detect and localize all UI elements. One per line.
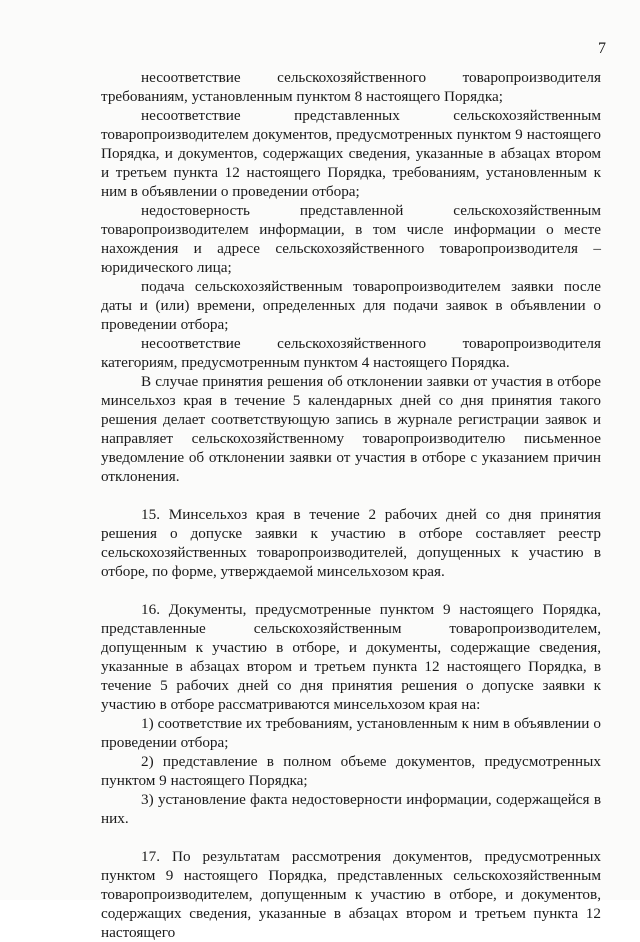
document-body [101, 68, 601, 942]
page-number: 7 [598, 40, 606, 57]
paragraph-rejection-notice: В случае принятия решения об отклонении заявки от участия в отборе минсельхоз края в течение 5 календарных дней со дня принятия такого решения делает соответствующую запись в журнале регистрации заявок и направляет сельскохозяйственному товаропроизводителю письменное уведомление об отклонении заявки от участия в отборе с указанием причин отклонения. [101, 373, 601, 485]
paragraph-information-unreliability: недостоверность представленной сельскохозяйственным товаропроизводителем информации, в том числе информации о месте нахождения и адресе сельскохозяйственного товаропроизводителя – юридического лица; [101, 202, 601, 276]
paragraph-late-submission: подача сельскохозяйственным товаропроизводителем заявки после даты и (или) времени, определенных для подачи заявок в объявлении о проведении отбора; [101, 278, 601, 333]
paragraph-clause-16-item-1: 1) соответствие их требованиям, установленным к ним в объявлении о проведении отбора; [101, 715, 601, 751]
paragraph-category-mismatch: несоответствие сельскохозяйственного товаропроизводителя категориям, предусмотренным пунктом 4 настоящего Порядка. [101, 335, 601, 371]
paragraph-clause-16-item-2: 2) представление в полном объеме документов, предусмотренных пунктом 9 настоящего Порядка; [101, 753, 601, 789]
paragraph-clause-16: 16. Документы, предусмотренные пунктом 9 настоящего Порядка, представленные сельскохозяйственным товаропроизводителем, допущенным к участию в отборе, и документы, содержащие сведения, указанные в абзацах втором и третьем пункта 12 настоящего Порядка, в течение 5 рабочих дней со дня принятия решения о допуске заявки к участию в отборе рассматриваются минсельхозом края на: [101, 601, 601, 713]
paragraph-clause-15: 15. Минсельхоз края в течение 2 рабочих дней со дня принятия решения о допуске заявки к участию в отборе составляет реестр сельскохозяйственных товаропроизводителей, допущенных к участию в отборе, по форме, утверждаемой минсельхозом края. [101, 506, 601, 580]
paragraph-clause-16-item-3: 3) установление факта недостоверности информации, содержащейся в них. [101, 791, 601, 827]
paragraph-clause-17: 17. По результатам рассмотрения документов, предусмотренных пунктом 9 настоящего Порядка, представленных сельскохозяйственным товаропроизводителем, допущенным к участию в отборе, и документов, содержащих сведения, указанные в абзацах втором и третьем пункта 12 настоящего [101, 848, 601, 941]
paragraph-documents-mismatch: несоответствие представленных сельскохозяйственным товаропроизводителем документов, предусмотренных пунктом 9 настоящего Порядка, и документов, содержащих сведения, указанные в абзацах втором и третьем пункта 12 настоящего Порядка, требованиям, установленным к ним в объявлении о проведении отбора; [101, 107, 601, 200]
paragraph-requirements-mismatch: несоответствие сельскохозяйственного товаропроизводителя требованиям, установленным пунктом 8 настоящего Порядка; [101, 69, 601, 105]
